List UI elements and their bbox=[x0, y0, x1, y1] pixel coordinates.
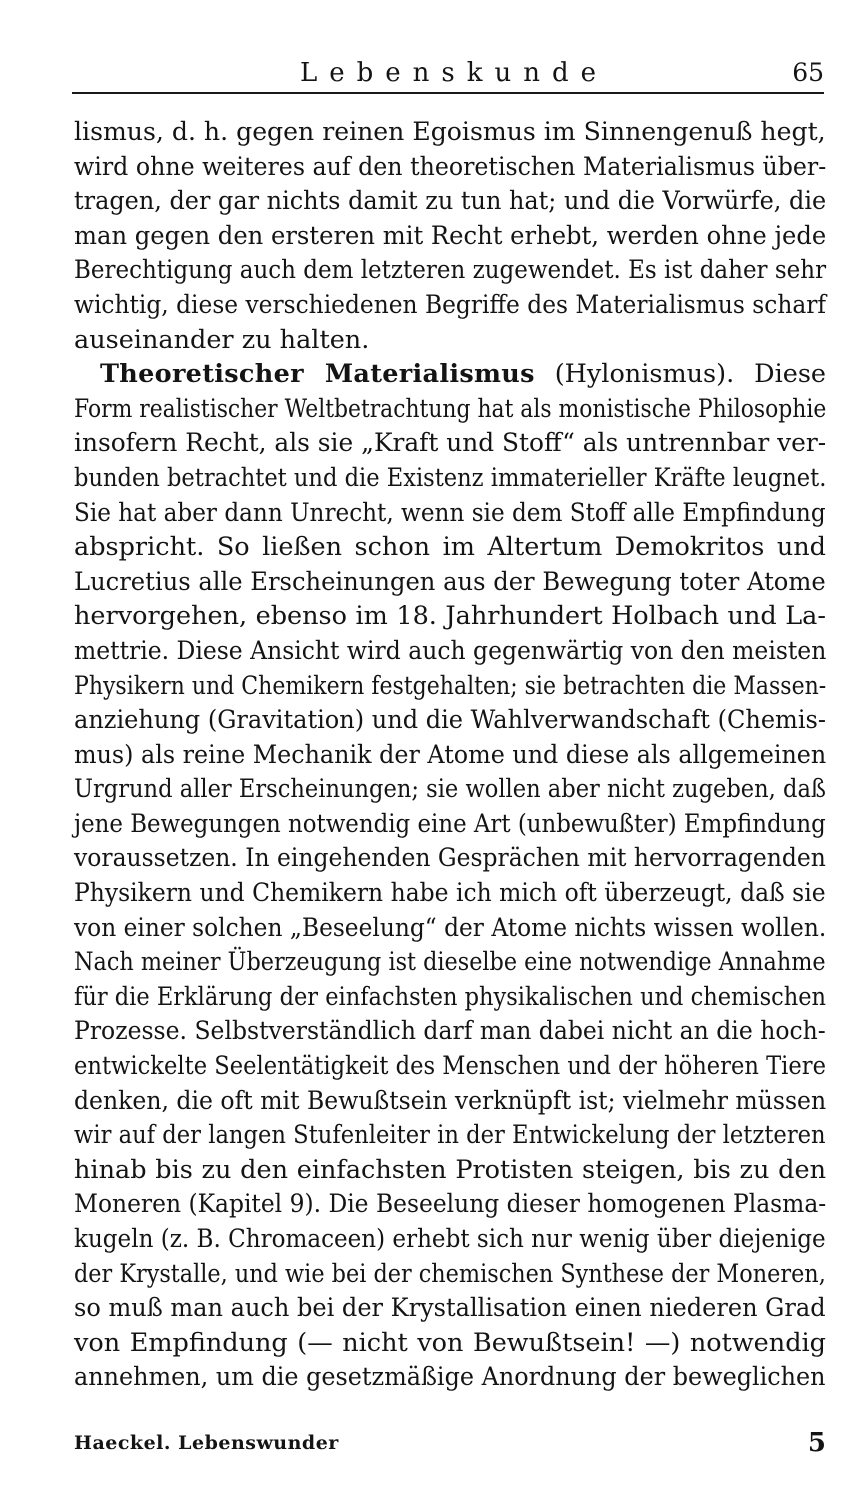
section-heading: Theoretischer Materialismus bbox=[100, 359, 535, 390]
text-line: wird ohne weiteres auf den theoretischen Materialismus über- bbox=[74, 151, 827, 182]
text-line: mettrie. Diese Ansicht wird auch gegenwärtig von den meisten bbox=[74, 635, 827, 666]
text-line: annehmen, um die gesetzmäßige Anordnung der beweglichen bbox=[74, 1362, 826, 1393]
text-line: Physikern und Chemikern habe ich mich oft überzeugt, daß sie bbox=[74, 878, 826, 909]
text-line: Form realistischer Weltbetrachtung hat als monistische Philosophie bbox=[74, 393, 827, 424]
text-line: anziehung (Gravitation) und die Wahlverwandschaft (Chemis- bbox=[74, 705, 826, 736]
text-line: denken, die oft mit Bewußtsein verknüpft ist; vielmehr müssen bbox=[74, 1085, 827, 1116]
text-line: lismus, d. h. gegen reinen Egoismus im Sinnengenuß hegt, bbox=[74, 117, 826, 147]
page-footer bbox=[74, 1428, 826, 1464]
text-line: Berechtigung auch dem letzteren zugewendet. Es ist daher sehr bbox=[74, 255, 827, 286]
section-heading-rest: (Hylonismus). Diese bbox=[534, 359, 826, 390]
text-line: Urgrund aller Erscheinungen; sie wollen aber nicht zugeben, daß bbox=[74, 774, 826, 805]
text-line: abspricht. So ließen schon im Altertum Demokritos und bbox=[74, 532, 826, 563]
sheet-number: 5 bbox=[807, 1428, 826, 1458]
text-line: kugeln (z. B. Chromaceen) erhebt sich nur wenig über diejenige bbox=[74, 1224, 826, 1254]
text-line: auseinander zu halten. bbox=[74, 324, 370, 355]
section-heading-line bbox=[74, 357, 826, 392]
text-line: Physikern und Chemikern festgehalten; sie betrachten die Massen- bbox=[74, 670, 827, 701]
body-text bbox=[74, 115, 826, 1395]
text-line: jene Bewegungen notwendig eine Art (unbewußter) Empfindung bbox=[74, 808, 826, 839]
running-title: Lebenskunde bbox=[299, 58, 609, 88]
text-line: entwickelte Seelentätigkeit des Menschen und der höheren Tiere bbox=[74, 1051, 826, 1082]
running-head bbox=[72, 52, 824, 92]
text-line: der Krystalle, und wie bei der chemischen Synthese der Moneren, bbox=[74, 1258, 826, 1289]
text-line: wir auf der langen Stufenleiter in der Entwickelung der letzteren bbox=[74, 1120, 826, 1151]
text-line: Nach meiner Überzeugung ist dieselbe eine notwendige Annahme bbox=[74, 947, 826, 978]
text-line: Sie hat aber dann Unrecht, wenn sie dem Stoff alle Empfindung bbox=[74, 497, 826, 528]
text-line: für die Erklärung der einfachsten physikalischen und chemischen bbox=[74, 981, 827, 1012]
text-line: mus) als reine Mechanik der Atome und diese als allgemeinen bbox=[74, 739, 827, 770]
text-line: Lucretius alle Erscheinungen aus der Bewegung toter Atome bbox=[74, 566, 826, 597]
text-line: so muß man auch bei der Krystallisation einen niederen Grad bbox=[74, 1293, 826, 1324]
text-line: hervorgehen, ebenso im 18. Jahrhundert Holbach und La- bbox=[74, 601, 826, 632]
text-line: von einer solchen „Beseelung“ der Atome nichts wissen wollen. bbox=[74, 912, 827, 943]
text-line: Prozesse. Selbstverständlich darf man dabei nicht an die hoch- bbox=[74, 1016, 826, 1047]
text-line: Moneren (Kapitel 9). Die Beseelung dieser homogenen Plasma- bbox=[74, 1189, 827, 1220]
text-line: hinab bis zu den einfachsten Protisten steigen, bis zu den bbox=[74, 1154, 826, 1185]
text-line: wichtig, diese verschiedenen Begriffe des Materialismus scharf bbox=[74, 289, 827, 320]
text-line: insofern Recht, als sie „Kraft und Stoff“ als untrennbar ver- bbox=[74, 428, 827, 459]
header-rule bbox=[72, 92, 824, 94]
text-line: bunden betrachtet und die Existenz immaterieller Kräfte leugnet. bbox=[74, 462, 827, 493]
text-line: man gegen den ersteren mit Recht erhebt, werden ohne jede bbox=[74, 220, 827, 251]
text-line: voraussetzen. In eingehenden Gesprächen mit hervorragenden bbox=[74, 843, 826, 874]
page-number: 65 bbox=[792, 58, 824, 87]
text-line: tragen, der gar nichts damit zu tun hat; und die Vorwürfe, die bbox=[74, 186, 827, 217]
text-line: von Empfindung (— nicht von Bewußtsein! —) notwendig bbox=[74, 1327, 826, 1358]
signature-mark: Haeckel. Lebenswunder bbox=[74, 1432, 339, 1454]
